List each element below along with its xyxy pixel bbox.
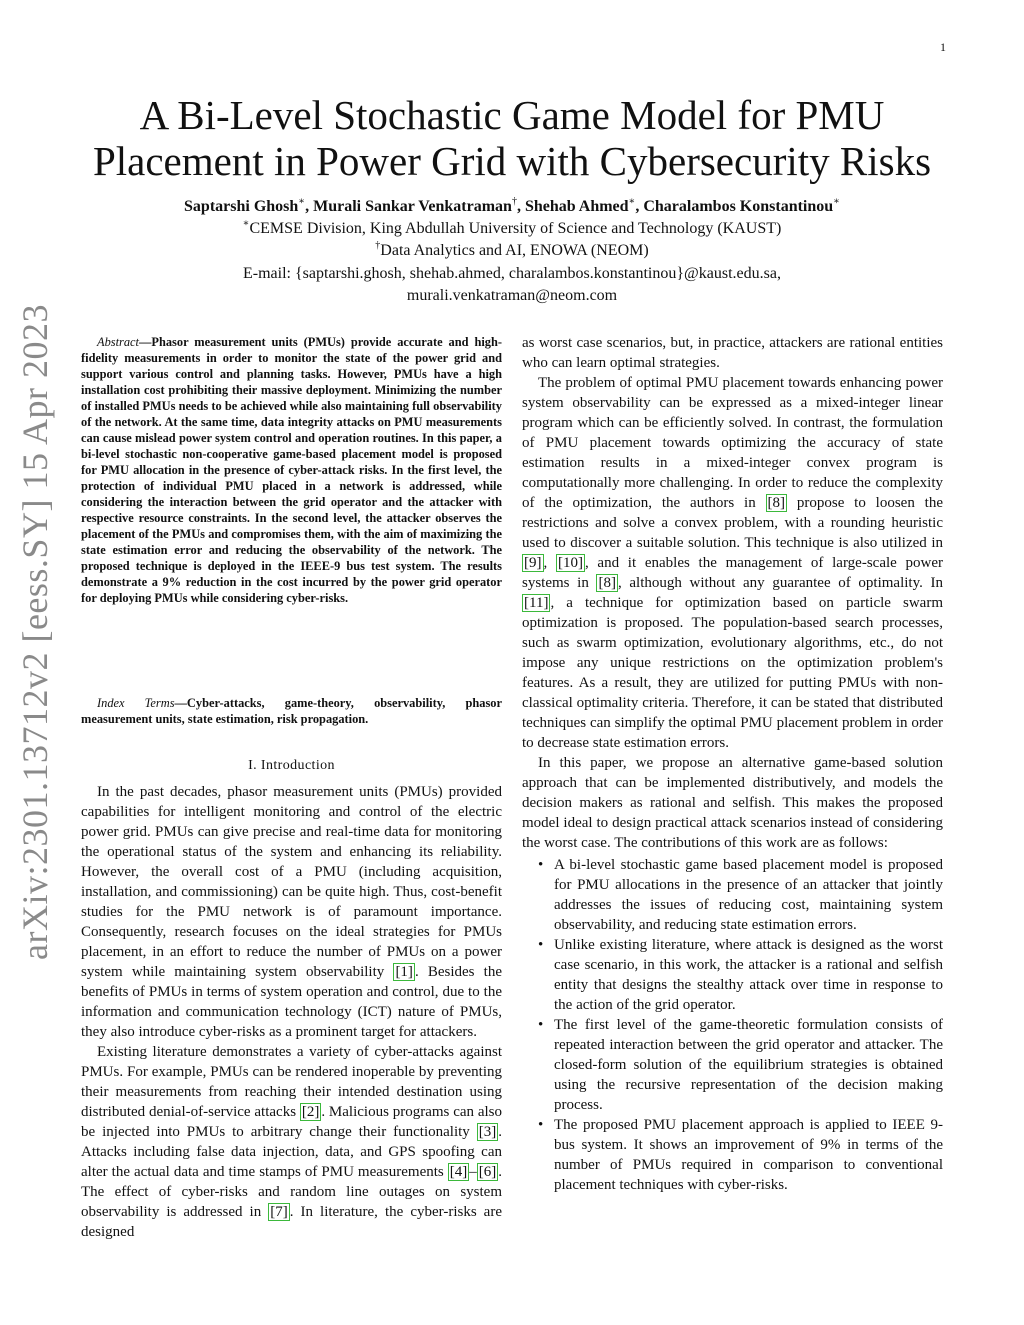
- index-terms-text: —Cyber-attacks, game-theory, observability, phasor measurement units, state estimation, risk propagation.: [81, 696, 502, 726]
- paragraph: The problem of optimal PMU placement towards enhancing power system observability can be expressed as a mixed-integer linear program which can be efficiently solved. In contrast, the formulation of PMU placement towards optimizing the accuracy of state estimation results in a mixed-integer convex program is computationally more challenging. In order to reduce the complexity of the optimization, the authors in [8] propose to loosen the restrictions and solve a convex problem, with a rounding heuristic used to discover a suitable solution. This technique is also utilized in [9] , [10] , and it enables the management of large-scale power systems in [8] , although without any guarantee of optimality. In [11] , a technique for optimization based on particle swarm optimization is proposed. The population-based search processes, such as swarm optimization, evolutionary algorithms, etc., do not impose any unique restrictions on the optimization problem's features. As a result, they are utilized for putting PMUs with non-classical optimality criteria. Therefore, it can be stated that distributed techniques can simplify the optimal PMU placement problem in order to decrease state estimation errors.: [522, 375, 944, 751]
- citation-link[interactable]: [8]: [598, 575, 616, 591]
- affiliation-neom: [60, 242, 964, 260]
- paper-title: [60, 92, 964, 184]
- citation-link[interactable]: [8]: [767, 495, 786, 511]
- title-line-2: Placement in Power Grid with Cybersecurity Risks: [92, 138, 932, 184]
- author-mark: ∗: [298, 196, 306, 207]
- citation-link[interactable]: [7]: [270, 1204, 288, 1220]
- author-name: Charalambos Konstantinou: [643, 198, 834, 215]
- index-terms: [81, 695, 502, 727]
- affiliation-mark: ∗: [242, 218, 250, 229]
- author-mark: †: [511, 196, 517, 207]
- citation-link[interactable]: [11]: [524, 595, 549, 611]
- author-name: Murali Sankar Venkatraman: [313, 198, 512, 215]
- arxiv-stamp: arXiv:2301.13712v2 [eess.SY] 15 Apr 2023: [15, 304, 55, 960]
- author-mark: ∗: [628, 196, 636, 207]
- left-column: [81, 756, 502, 1242]
- paragraph: In this paper, we propose an alternative game-based solution approach that can be implemented distributively, and models the decision makers as rational and selfish. This makes the proposed model ideal to design practical attack scenarios instead of considering the worst case. The contributions of this work are as follows:: [522, 755, 943, 851]
- author-list: Saptarshi Ghosh∗, Murali Sankar Venkatraman†, Shehab Ahmed∗, Charalambos Konstantinou∗: [184, 196, 840, 215]
- title-line-1: A Bi-Level Stochastic Game Model for PMU: [139, 92, 885, 138]
- list-item: • The proposed PMU placement approach is applied to IEEE 9-bus system. It shows an improvement of 9% in terms of the number of PMUs required in comparison to conventional placement techniques with cyber-risks.: [554, 1115, 943, 1195]
- abstract-label: Abstract: [97, 335, 139, 349]
- affiliation-text: CEMSE Division, King Abdullah University of Science and Technology (KAUST): [249, 220, 782, 237]
- page-number: 1: [940, 40, 946, 54]
- affiliation-kaust: [60, 220, 964, 238]
- list-item: • The first level of the game-theoretic formulation consists of repeated interaction between the grid operator and attacker. The closed-form solution of the equilibrium strategies is obtained using the recursive representation of the decision making process.: [554, 1015, 943, 1115]
- section-heading: I. Introduction: [248, 758, 335, 773]
- author-mark: ∗: [833, 196, 840, 207]
- citation-link[interactable]: [4]: [449, 1164, 468, 1180]
- abstract-text: —Phasor measurement units (PMUs) provide accurate and high-fidelity measurements in order to monitor the state of the power grid and support various control and planning tasks. However, PMUs have a high installation cost prohibiting their massive deployment. Minimizing the number of installed PMUs needs to be achieved while also maintaining full observability of the network. At the same time, data integrity attacks on PMU measurements can cause mislead power system control and operation routines. In this paper, a bi-level stochastic non-cooperative game-based placement model is proposed for PMU allocation in the presence of cyber-attack risks. In the first level, the protection of individual PMU placed in a network is addressed, while considering the interaction between the grid operator and the attacker with respective resource constraints. In the second level, the attacker observes the placement of the PMUs and compromises them, with the aim of maximizing the state estimation error and reducing the observability of the network. The proposed technique is deployed in the IEEE-9 bus test system. The results demonstrate a 9% reduction in the cost incurred by the power grid operator for deploying PMUs while considering cyber-risks.: [81, 335, 502, 605]
- citation-link[interactable]: [2]: [301, 1104, 320, 1120]
- email-line-2: murali.venkatraman@neom.com: [406, 287, 618, 304]
- citation-link[interactable]: [10]: [557, 555, 583, 571]
- email-line-1: E-mail: {saptarshi.ghosh, shehab.ahmed, charalambos.konstantinou}@kaust.edu.sa,: [243, 265, 781, 282]
- citation-link[interactable]: [9]: [524, 555, 542, 571]
- index-terms-label: Index Terms: [97, 696, 175, 710]
- right-column: [522, 333, 943, 1195]
- author-name: Saptarshi Ghosh: [184, 198, 299, 215]
- citation-link[interactable]: [6]: [478, 1164, 497, 1180]
- paragraph: as worst case scenarios, but, in practice, attackers are rational entities who can learn optimal strategies.: [522, 335, 943, 371]
- paragraph: Existing literature demonstrates a variety of cyber-attacks against PMUs. For example, PMUs can be rendered inoperable by preventing their measurements from reaching their intended destination using distributed denial-of-service attacks [2] . Malicious programs can also be injected into PMUs to arbitrary change their functionality [3] . Attacks including false data injection, data, and GPS spoofing can alter the actual data and time stamps of PMU measurements [4] – [6] . The effect of cyber-risks and random line outages on system observability is addressed in [7] . In literature, the cyber-risks are designed: [81, 1044, 502, 1240]
- citation-link[interactable]: [3]: [478, 1124, 497, 1140]
- list-item: • A bi-level stochastic game based placement model is proposed for PMU allocations in the presence of an attacker that jointly addresses the issues of reducing cost, maintaining system observability, and reducing state estimation errors.: [554, 855, 943, 935]
- list-item: • Unlike existing literature, where attack is designed as the worst case scenario, in this work, the attacker is a rational and selfish entity that designs the stealthy attack over time in response to the action of the grid operator.: [554, 935, 943, 1015]
- affiliation-mark: †: [375, 240, 381, 251]
- affiliation-text: Data Analytics and AI, ENOWA (NEOM): [380, 242, 649, 259]
- citation-link[interactable]: [1]: [395, 964, 413, 980]
- paragraph: In the past decades, phasor measurement units (PMUs) provided capabilities for intelligent monitoring and control of the electric power grid. PMUs can give precise and real-time data for monitoring the operational status of the system and enhancing its reliability. However, the overall cost of a PMU (including acquisition, installation, and commissioning) can be quite high. Thus, cost-benefit studies for the PMU network is of paramount importance. Consequently, research focuses on the ideal strategies for PMUs placement, in an effort to reduce the number of PMUs on a power system while maintaining system observability [1] . Besides the benefits of PMUs in terms of system operation and control, due to the information and communication technology (ICT) nature of PMUs, they also introduce cyber-risks as a prominent target for attackers.: [81, 784, 502, 1040]
- abstract: [81, 334, 502, 606]
- contributions-list: [522, 855, 943, 1195]
- author-name: Shehab Ahmed: [524, 198, 629, 215]
